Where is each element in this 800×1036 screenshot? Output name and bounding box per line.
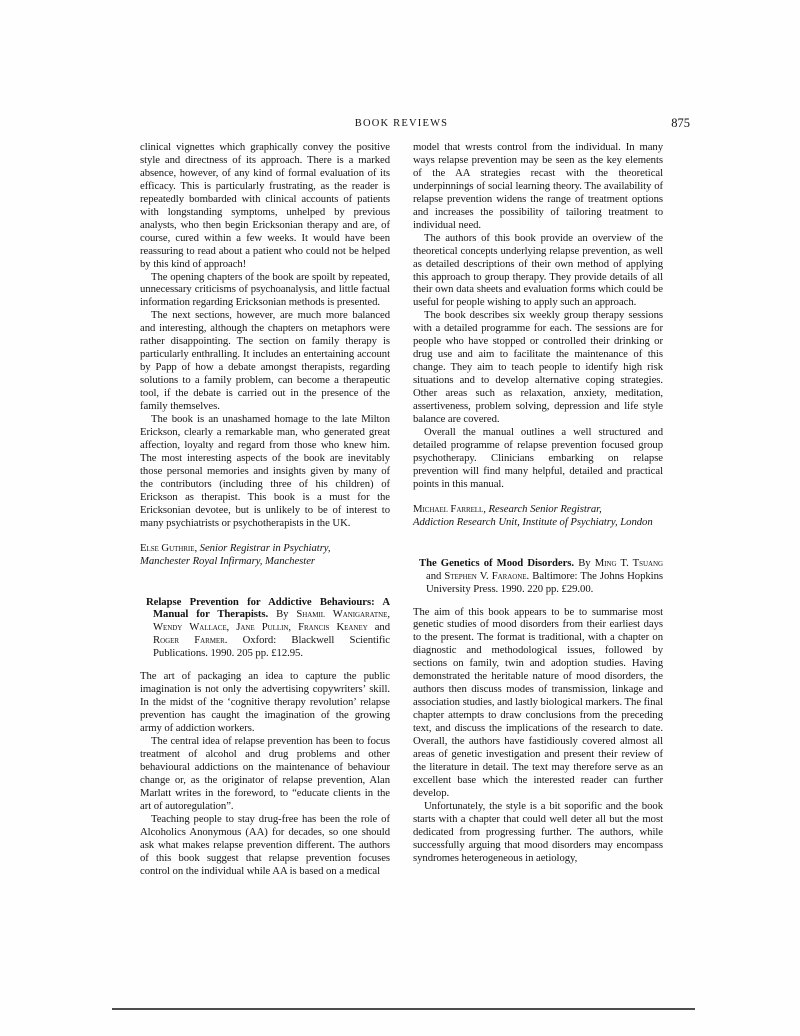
reviewer-title: , Senior Registrar in Psychiatry, [194, 541, 331, 554]
running-title: BOOK REVIEWS [354, 118, 449, 129]
two-column-layout [140, 141, 663, 878]
review-paragraph: The book is an unashamed homage to the late Milton Erickson, clearly a remarkable man, who generated great affection, loyalty and regard from those who knew him. The most interesting aspects of the book are inevitably those personal memories and insights given by many of the contributors (including three of his children) of Erickson as therapist. This book is a must for the Ericksonian devotee, but is unlikely to be of interest to many psychiatrists or psychotherapists in the UK. [140, 413, 390, 529]
by-text: By [268, 608, 297, 621]
and-text: and [367, 621, 390, 634]
reviewer-signature [413, 503, 663, 529]
book-review-heading [140, 596, 390, 661]
reviewer-affiliation: Addiction Research Unit, Institute of Psychiatry, London [413, 515, 653, 528]
book-review-heading [413, 557, 663, 596]
page-header [140, 116, 690, 138]
by-text: By [574, 556, 595, 569]
book-authors: Shamil Wanigaratne, Wendy Wallace, Jane Pullin, Francis Keaney [153, 608, 390, 634]
review-paragraph: The central idea of relapse prevention has been to focus treatment of alcohol and drug problems and other behavioural addictions on the maintenance of behaviour change or, as the originator of relapse prevention, Alan Marlatt writes in the foreword, to “educate clients in the art of autoregulation”. [140, 735, 390, 812]
book-authors: Roger Farmer [153, 634, 225, 647]
review-paragraph: The art of packaging an idea to capture the public imagination is not only the advertising copywriters’ skill. In the midst of the ‘cognitive therapy revolution’ relapse prevention has caught the imagination of the growing army of addiction workers. [140, 670, 390, 735]
review-paragraph: Overall the manual outlines a well structured and detailed programme of relapse prevention focused group psychotherapy. Clinicians embarking on relapse prevention will find many helpful, detailed and practical points in this manual. [413, 425, 663, 490]
review-paragraph: The next sections, however, are much more balanced and interesting, although the chapters on metaphors were rather disappointing. The section on family therapy is particularly enthralling. It includes an entertaining account by Papp of how a debate amongst therapists, regarding solutions to a family problem, can become a therapeutic tool, if the debate is carried out in the presence of the family themselves. [140, 309, 390, 413]
page-content [140, 116, 690, 878]
review-paragraph: model that wrests control from the individual. In many ways relapse prevention may be seen as the key elements of the AA strategies recast with the theoretical underpinnings of social learning theory. The availability of relapse prevention widens the range of treatment options and increases the possibility of tailoring treatment to individual need. [413, 141, 663, 231]
review-paragraph: Unfortunately, the style is a bit soporific and the book starts with a chapter that could well deter all but the most dedicated from progressing further. The authors, while successfully arguing that mood disorders may encompass syndromes heterogeneous in aetiology, [413, 799, 663, 864]
signature-line [413, 503, 663, 516]
publication-info: . Baltimore: The Johns Hopkins University Press. 1990. 220 pp. £29.00. [426, 569, 664, 595]
book-authors: Ming T. Tsuang [594, 556, 664, 569]
left-column [140, 141, 390, 878]
review-paragraph: The aim of this book appears to be to summarise most genetic studies of mood disorders from their earliest days to the present. The format is traditional, with a chapter on diagnostic and methodological issues, followed by sections on family, twin and adoption studies. Having demonstrated the heritable nature of mood disorders, the authors then discuss modes of transmission, linkage and association studies, and lastly biological markers. The final chapter attempts to draw conclusions from the preceding text, and discuss the implications of the research to date. Overall, the authors have fastidiously covered almost all areas of genetic investigation and present their review of the literature in detail. The text may therefore serve as an excellent base which the interested reader can further develop. [413, 605, 663, 799]
reviewer-title: , Research Senior Registrar, [483, 502, 602, 515]
reviewer-affiliation: Manchester Royal Infirmary, Manchester [140, 554, 315, 567]
review-paragraph: The opening chapters of the book are spoilt by repeated, unnecessary criticisms of psychoanalysis, and little factual information regarding Ericksonian methods is presented. [140, 270, 390, 309]
and-text: and [426, 569, 445, 582]
scan-artifact-line [112, 1008, 695, 1010]
book-title: The Genetics of Mood Disorders. [419, 556, 575, 569]
review-paragraph: Teaching people to stay drug-free has been the role of Alcoholics Anonymous (AA) for decades, so one should ask what makes relapse prevention different. The authors of this book suggest that relapse prevention focuses control on the individual while AA is based on a medical [140, 812, 390, 877]
page-number: 875 [671, 116, 690, 130]
signature-line [140, 542, 390, 555]
reviewer-signature [140, 542, 390, 568]
book-title: Relapse Prevention for Addictive Behaviours: A Manual for Therapists. [146, 595, 390, 621]
reviewer-name: Michael Farrell [413, 502, 484, 515]
review-paragraph: clinical vignettes which graphically convey the positive style and directness of its approach. There is a marked absence, however, of any kind of formal evaluation of its efficacy. This is particularly frustrating, as the reader is repeatedly bombarded with clinical accounts of patients with longstanding symptoms, unhelped by previous analysts, who then begin Ericksonian therapy and are, of course, cured within a few weeks. It would have been reassuring to read about a patient who could not be helped by this kind of approach! [140, 141, 390, 270]
book-authors: Stephen V. Faraone [444, 569, 527, 582]
publication-info: . Oxford: Blackwell Scientific Publications. 1990. 205 pp. £12.95. [153, 634, 391, 660]
reviewer-name: Else Guthrie [140, 541, 195, 554]
right-column [413, 141, 663, 878]
review-paragraph: The book describes six weekly group therapy sessions with a detailed programme for each. The sessions are for people who have stopped or controlled their drinking or drug use and aim to facilitate the maintenance of this change. They aim to teach people to identify high risk situations and to develop alternative coping strategies. Other areas such as relaxation, anxiety, meditation, assertiveness, problem solving, depression and life style balance are covered. [413, 309, 663, 426]
review-paragraph: The authors of this book provide an overview of the theoretical concepts underlying relapse prevention, as well as detailed descriptions of their own method of applying this approach to group therapy. They provide details of all their own data sheets and evaluation forms which could be useful for people wishing to apply such an approach. [413, 231, 663, 309]
